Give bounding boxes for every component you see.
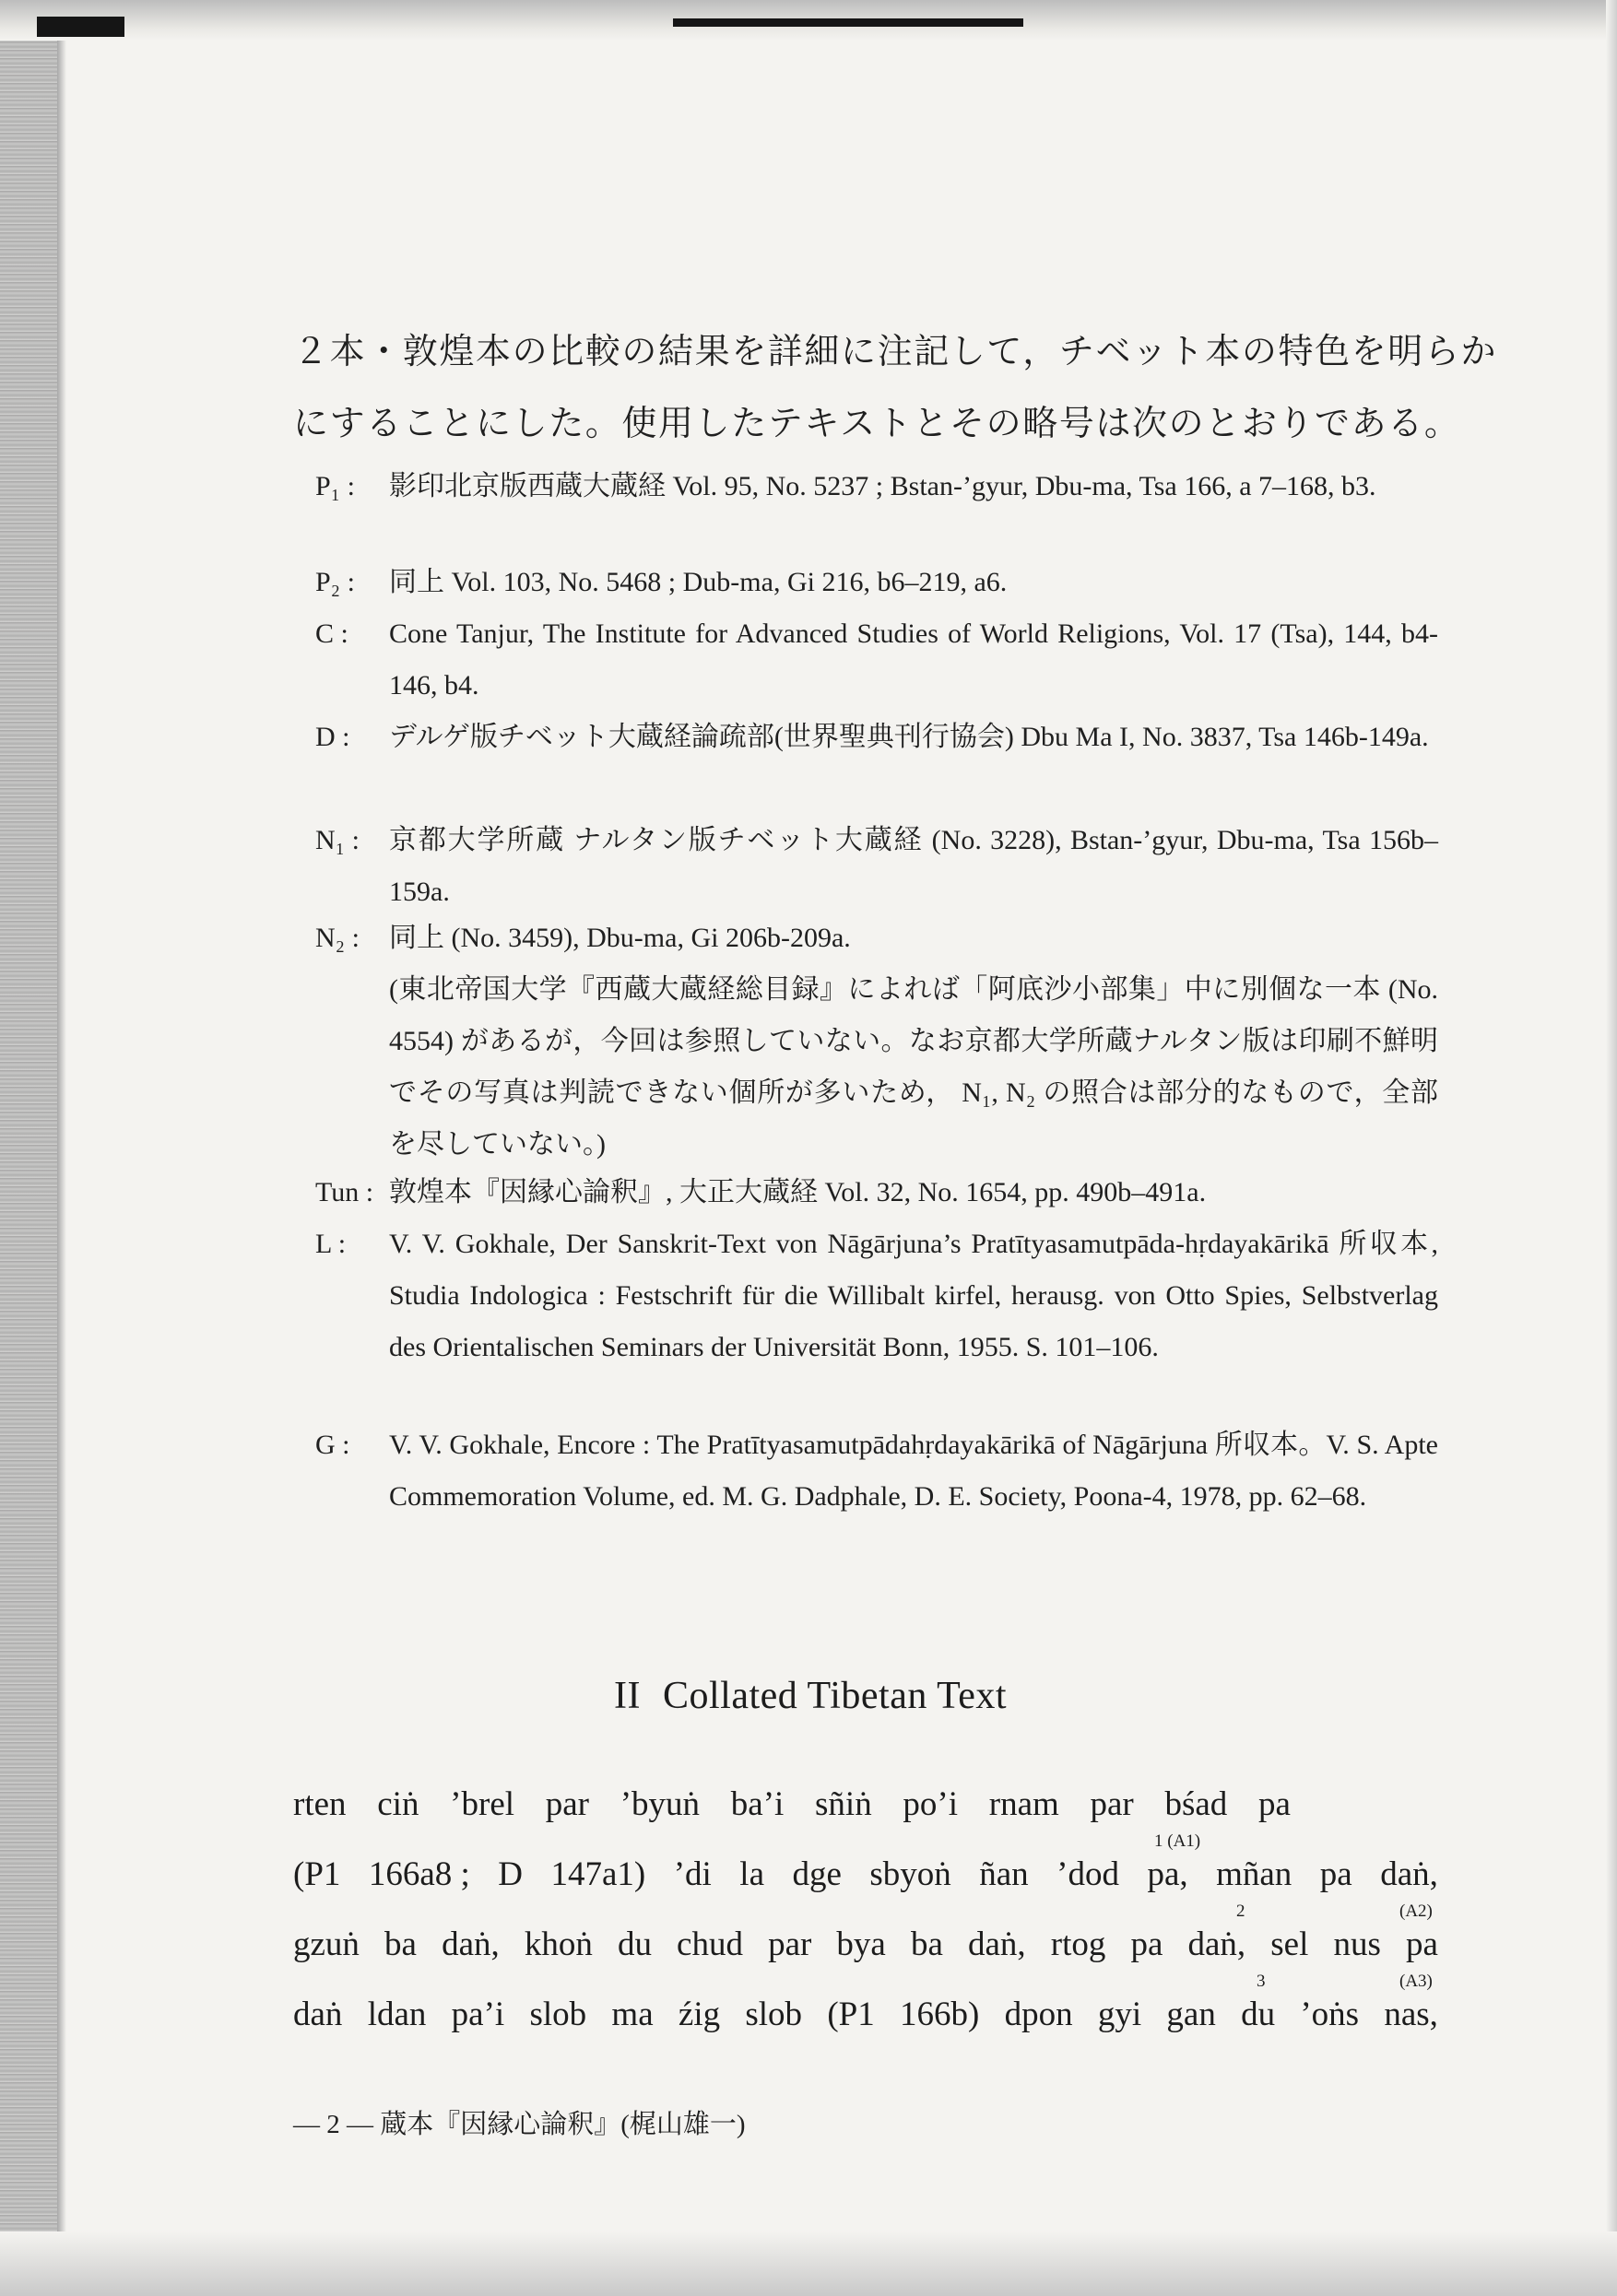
intro-line-1: ２本・敦煌本の比較の結果を詳細に注記して，チベット本の特色を明らか [293, 331, 1498, 371]
scan-shadow-left-edge [57, 0, 66, 2296]
reference-text: Cone Tanjur, The Institute for Advanced Studies of World Religions, Vol. 17 (Tsa), 144, b4-146, b4. [389, 618, 1438, 701]
tibetan-word: daṅ, [442, 1925, 500, 1963]
tibetan-word: ciṅ [377, 1785, 419, 1823]
tibetan-word: D [498, 1855, 524, 1893]
scan-shadow-bottom [0, 2231, 1617, 2296]
reference-key: P₂ : [315, 567, 355, 597]
tibetan-word: rnam [988, 1785, 1059, 1823]
tibetan-word: par [1090, 1785, 1134, 1823]
tibetan-word: pa [1405, 1925, 1438, 1963]
tibetan-line [293, 1992, 1438, 2038]
tibetan-word: par [545, 1785, 589, 1823]
tibetan-word: par [768, 1925, 812, 1963]
collation-marker: 3 [1257, 1972, 1266, 1991]
reference-text: 同上 Vol. 103, No. 5468 ; Dub-ma, Gi 216, b6–219, a6. [389, 567, 1008, 597]
reference-key: N₂ : [315, 923, 360, 953]
tibetan-word: bya [836, 1925, 886, 1963]
tibetan-word: ’brel [450, 1785, 515, 1823]
reference-entry [315, 461, 1438, 512]
reference-key: G : [315, 1430, 350, 1460]
scan-artifact-top-bar [673, 18, 1023, 27]
tibetan-word: rtog [1050, 1925, 1106, 1963]
tibetan-word: sñiṅ [815, 1785, 872, 1823]
tibetan-word: 166b) [899, 1996, 980, 2033]
section-title: Collated Tibetan Text [662, 1675, 1008, 1717]
tibetan-word: sbyoṅ [869, 1855, 951, 1893]
tibetan-word: nas, [1384, 1996, 1438, 2033]
tibetan-word: slob [529, 1996, 587, 2033]
collation-marker: 1 (A1) [1154, 1831, 1201, 1851]
tibetan-word: ’dod [1056, 1855, 1119, 1893]
scan-artifact-top-left [37, 17, 124, 37]
tibetan-word: pa [1258, 1785, 1291, 1823]
reference-entry [315, 1219, 1438, 1373]
tibetan-word: gan [1166, 1996, 1216, 2033]
tibetan-word: 147a1) [550, 1855, 646, 1893]
reference-entry [315, 913, 1438, 964]
tibetan-word: pa, [1147, 1855, 1188, 1893]
collation-marker: (A3) [1399, 1972, 1433, 1991]
tibetan-word: (P1 [827, 1996, 875, 2033]
tibetan-word: pa’i [451, 1996, 505, 2033]
tibetan-word: la [739, 1855, 764, 1893]
tibetan-word: daṅ, [967, 1925, 1026, 1963]
tibetan-word: ba’i [730, 1785, 785, 1823]
reference-key: P₁ : [315, 471, 355, 501]
reference-text: デルゲ版チベット大蔵経論疏部(世界聖典刊行協会) Dbu Ma I, No. 3837, Tsa 146b-149a. [389, 722, 1429, 752]
reference-entry [315, 608, 1438, 712]
tibetan-word: (P1 [293, 1855, 341, 1893]
reference-entry [315, 815, 1438, 918]
reference-text: 敦煌本『因縁心論釈』, 大正大蔵経 Vol. 32, No. 1654, pp. 490b–491a. [389, 1177, 1207, 1207]
tibetan-word: chud [677, 1925, 743, 1963]
reference-text: V. V. Gokhale, Encore : The Pratītyasamutpādahṛdayakārikā of Nāgārjuna 所収本。V. S. Apte Commemoration Volume, ed. M. G. Dadphale, D. E. Society, Poona-4, 1978, pp. 62–68. [389, 1430, 1438, 1512]
tibetan-word: bśad [1164, 1785, 1228, 1823]
tibetan-word: ’oṅs [1300, 1996, 1360, 2033]
scan-shadow-left [0, 0, 57, 2296]
reference-text: V. V. Gokhale, Der Sanskrit-Text von Nāgārjuna’s Pratītyasamutpāda-hṛdayakārikā 所収本, Studia Indologica : Festschrift für die Willibalt kirfel, herausg. von Otto Spies, Selbstverlag des Orientalischen Seminars der Universität Bonn, 1955. S. 101–106. [389, 1229, 1438, 1362]
tibetan-word: 166a8 ; [368, 1855, 470, 1893]
collation-marker: 2 [1236, 1902, 1245, 1921]
reference-entry [315, 1167, 1438, 1219]
tibetan-word: po’i [903, 1785, 959, 1823]
tibetan-word: rten [293, 1785, 347, 1823]
page-footer: — 2 — 蔵本『因縁心論釈』(梶山雄一) [293, 2110, 746, 2139]
tibetan-word: źig [678, 1996, 721, 2033]
reference-entry [315, 557, 1438, 608]
tibetan-word: du [1241, 1996, 1276, 2033]
tibetan-word: ldan [367, 1996, 427, 2033]
tibetan-word: khoṅ [524, 1925, 593, 1963]
tibetan-line [293, 1852, 1438, 1898]
reference-key: C : [315, 618, 348, 649]
reference-note: (東北帝国大学『西蔵大蔵経総目録』によれば「阿底沙小部集」中に別個な一本 (No. 4554) があるが，今回は参照していない。なお京都大学所蔵ナルタン版は印刷不鮮明でその写真は判読できない個所が多いため， N₁, N₂ の照合は部分的なもので，全部を尽していない。) [389, 974, 1438, 1160]
section-heading [614, 1674, 1007, 1718]
collation-marker: (A2) [1399, 1902, 1433, 1921]
tibetan-word: gzuṅ [293, 1925, 360, 1963]
tibetan-word: ma [611, 1996, 654, 2033]
tibetan-word: dpon [1004, 1996, 1073, 2033]
tibetan-word: slob [745, 1996, 803, 2033]
reference-entry [315, 712, 1438, 763]
tibetan-word: sel [1270, 1925, 1309, 1963]
section-number: II [614, 1675, 641, 1717]
reference-key: Tun : [315, 1177, 374, 1207]
tibetan-line [293, 1782, 1291, 1828]
tibetan-word: ’byuṅ [620, 1785, 701, 1823]
tibetan-word: dge [792, 1855, 842, 1893]
tibetan-word: ba [384, 1925, 417, 1963]
tibetan-word: daṅ [293, 1996, 343, 2033]
tibetan-word: du [617, 1925, 652, 1963]
reference-key: N₁ : [315, 825, 360, 855]
reference-entry [315, 1419, 1438, 1523]
reference-key: D : [315, 722, 350, 752]
scan-shadow-right [1606, 0, 1617, 2296]
tibetan-word: ’di [673, 1855, 712, 1893]
intro-line-2: にすることにした。使用したテキストとその略号は次のとおりである。 [293, 403, 1461, 443]
reference-text: 京都大学所蔵 ナルタン版チベット大蔵経 (No. 3228), Bstan-’gyur, Dbu-ma, Tsa 156b–159a. [389, 825, 1438, 907]
tibetan-line [293, 1922, 1438, 1968]
reference-text: 同上 (No. 3459), Dbu-ma, Gi 206b-209a. [389, 923, 851, 953]
tibetan-word: daṅ, [1380, 1855, 1438, 1893]
tibetan-word: gyi [1097, 1996, 1142, 2033]
tibetan-word: mñan [1216, 1855, 1292, 1893]
tibetan-word: nus [1333, 1925, 1381, 1963]
tibetan-word: ñan [979, 1855, 1029, 1893]
tibetan-word: pa [1319, 1855, 1352, 1893]
reference-key: L : [315, 1229, 347, 1259]
tibetan-word: pa [1130, 1925, 1163, 1963]
reference-text: 影印北京版西蔵大蔵経 Vol. 95, No. 5237 ; Bstan-’gyur, Dbu-ma, Tsa 166, a 7–168, b3. [389, 471, 1376, 501]
tibetan-word: ba [910, 1925, 943, 1963]
tibetan-word: daṅ, [1187, 1925, 1246, 1963]
